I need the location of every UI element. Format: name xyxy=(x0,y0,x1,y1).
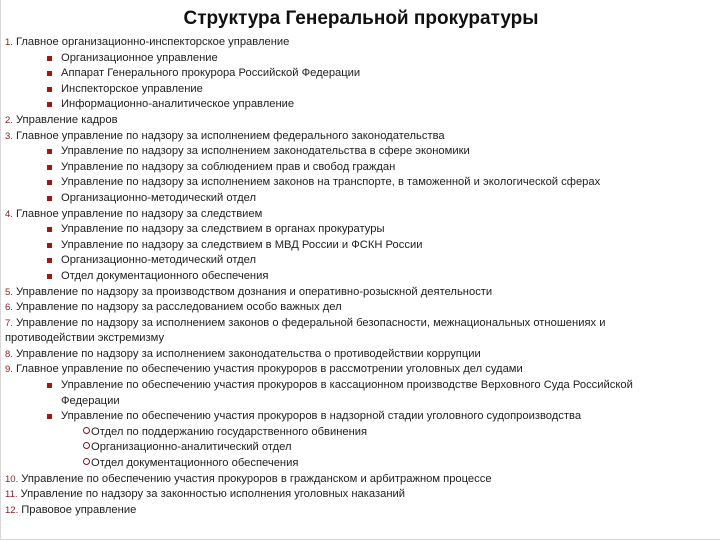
square-bullet-icon xyxy=(47,56,52,61)
list-item xyxy=(5,300,715,316)
square-bullet-icon xyxy=(47,165,52,170)
list-item xyxy=(5,285,715,301)
list-item xyxy=(5,269,715,285)
item-text: Управление по надзору за исполнением законодательства в сфере экономики xyxy=(61,145,470,158)
item-text: Отдел по поддержанию государственного обвинения xyxy=(91,425,368,438)
item-text: Управление по надзору за производством дознания и оперативно-розыскной деятельности xyxy=(15,285,493,298)
item-text: Организационно-методический отдел xyxy=(61,254,257,267)
item-number: 6. xyxy=(5,302,13,314)
item-text: Информационно-аналитическое управление xyxy=(61,98,295,111)
circle-bullet-icon xyxy=(83,442,90,449)
item-text: Управление по надзору за расследованием особо важных дел xyxy=(15,301,342,314)
item-number: 7. xyxy=(5,317,13,329)
item-text: Главное управление по надзору за исполнением федерального законодательства xyxy=(15,129,445,142)
square-bullet-icon xyxy=(47,102,52,107)
list-item xyxy=(5,144,715,160)
list-item xyxy=(5,97,715,113)
list-item xyxy=(5,238,715,254)
item-text: Отдел документационного обеспечения xyxy=(91,457,299,470)
list-item xyxy=(5,362,715,378)
item-number: 1. xyxy=(5,37,13,48)
list-item xyxy=(5,35,715,51)
item-text: Управление по обеспечению участия прокуроров в гражданском и арбитражном процессе xyxy=(21,472,492,485)
item-number: 9. xyxy=(5,364,13,376)
square-bullet-icon xyxy=(47,149,52,154)
list-item xyxy=(5,409,715,425)
square-bullet-icon xyxy=(47,227,52,232)
list-item xyxy=(5,425,715,441)
item-text: Управление по надзору за исполнением законов о федеральной безопасности, межнациональных отношениях и xyxy=(15,316,606,329)
item-text: Управление по обеспечению участия прокуроров в надзорной стадии уголовного судопроизводства xyxy=(61,410,582,423)
item-number: 2. xyxy=(5,114,13,126)
item-number: 3. xyxy=(5,130,13,142)
list-item xyxy=(5,440,715,456)
item-text: Управление по надзору за исполнением законов на транспорте, в таможенной и экологической сферах xyxy=(61,176,601,189)
list-item xyxy=(5,222,715,238)
item-text: Управление по надзору за исполнением законодательства о противодействии коррупции xyxy=(15,347,481,360)
item-number: 12. xyxy=(5,504,19,516)
item-number: 11. xyxy=(5,489,18,501)
item-text: Организационное управление xyxy=(61,51,218,64)
circle-bullet-icon xyxy=(83,458,90,465)
list-item xyxy=(5,378,715,394)
list-item xyxy=(5,175,715,191)
item-text: Главное организационно-инспекторское управление xyxy=(15,36,290,48)
list-item xyxy=(5,207,715,223)
square-bullet-icon xyxy=(47,180,52,185)
item-number: 10. xyxy=(5,473,19,485)
list-item xyxy=(5,456,715,472)
item-text: Отдел документационного обеспечения xyxy=(61,269,269,282)
square-bullet-icon xyxy=(47,243,52,248)
item-text: Главное управление по обеспечению участия прокуроров в рассмотрении уголовных дел судами xyxy=(15,363,523,376)
square-bullet-icon xyxy=(47,71,52,76)
list-item xyxy=(5,472,715,488)
list-item xyxy=(5,503,715,519)
item-number: 8. xyxy=(5,348,13,360)
square-bullet-icon xyxy=(47,258,52,263)
page-title: Структура Генеральной прокуратуры xyxy=(183,8,539,29)
list-item xyxy=(5,82,715,98)
item-text: Организационно-методический отдел xyxy=(61,191,257,204)
item-text: Инспекторское управление xyxy=(61,82,203,95)
list-item-continuation xyxy=(5,331,715,347)
item-text: Аппарат Генерального прокурора Российской Федерации xyxy=(61,67,361,80)
square-bullet-icon xyxy=(47,274,52,279)
item-text: Управление по надзору за законностью исполнения уголовных наказаний xyxy=(20,488,406,501)
item-number: 5. xyxy=(5,286,13,298)
list-item xyxy=(5,347,715,363)
list-item xyxy=(5,253,715,269)
list-item xyxy=(5,160,715,176)
list-item xyxy=(5,487,715,503)
item-text: Управление по надзору за следствием в органах прокуратуры xyxy=(61,223,385,236)
item-text: Организационно-аналитический отдел xyxy=(91,441,292,454)
square-bullet-icon xyxy=(47,87,52,92)
list-item xyxy=(5,51,715,67)
item-text: противодействии экстремизму xyxy=(5,332,165,345)
square-bullet-icon xyxy=(47,414,52,419)
list-item xyxy=(5,129,715,145)
item-text: Управление по обеспечению участия прокуроров в кассационном производстве Верховного Суда Российской xyxy=(61,379,633,392)
circle-bullet-icon xyxy=(83,427,90,434)
item-text: Управление по надзору за соблюдением прав и свобод граждан xyxy=(61,160,396,173)
list-item-continuation xyxy=(5,394,715,410)
structure-list xyxy=(5,35,715,518)
item-number: 4. xyxy=(5,208,13,220)
list-item xyxy=(5,316,715,332)
list-item xyxy=(5,113,715,129)
list-item xyxy=(5,191,715,207)
item-text: Управление кадров xyxy=(15,113,118,126)
square-bullet-icon xyxy=(47,383,52,388)
list-item xyxy=(5,66,715,82)
item-text: Федерации xyxy=(61,394,120,407)
item-text: Управление по надзору за следствием в МВД России и ФСКН России xyxy=(61,238,423,251)
item-text: Правовое управление xyxy=(21,503,137,516)
square-bullet-icon xyxy=(47,196,52,201)
item-text: Главное управление по надзору за следствием xyxy=(15,207,263,220)
